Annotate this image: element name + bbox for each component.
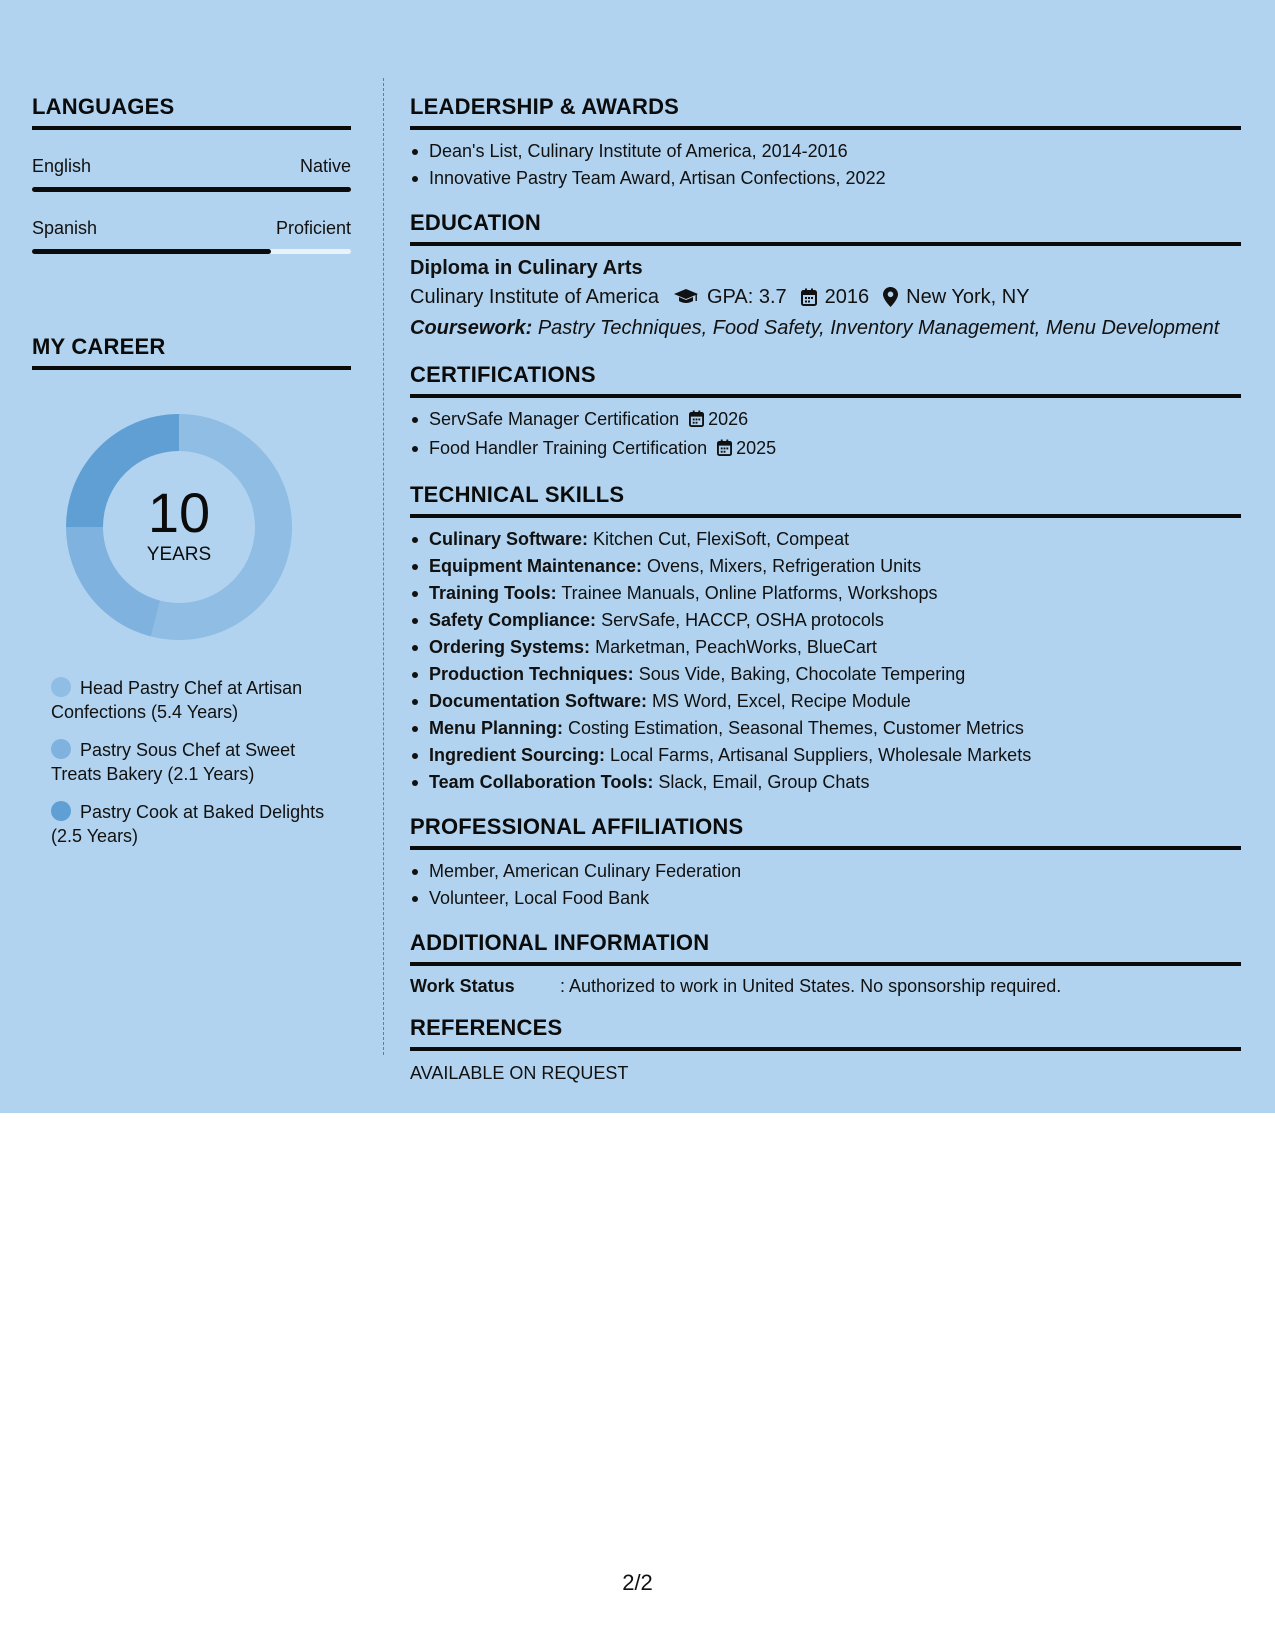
skill-label: Culinary Software: (429, 529, 589, 549)
list-item: Dean's List, Culinary Institute of America, 2014-2016 (410, 138, 1241, 165)
career-title: MY CAREER (32, 334, 351, 370)
education-school: Culinary Institute of America (410, 286, 659, 308)
donut-center (66, 481, 292, 566)
skill-value: Ovens, Mixers, Refrigeration Units (647, 556, 922, 576)
list-item: Innovative Pastry Team Award, Artisan Confections, 2022 (410, 165, 1241, 192)
career-section (32, 334, 351, 848)
legend-dot (51, 801, 71, 821)
skill-value: MS Word, Excel, Recipe Module (652, 691, 911, 711)
left-column (32, 94, 351, 862)
language-spanish (32, 218, 351, 254)
list-item (410, 715, 1241, 742)
skill-value: Slack, Email, Group Chats (658, 772, 870, 792)
certification-name: ServSafe Manager Certification (429, 409, 680, 429)
skill-value: Kitchen Cut, FlexiSoft, Compeat (593, 529, 850, 549)
additional-info-title: ADDITIONAL INFORMATION (410, 930, 1241, 966)
legend-dot (51, 739, 71, 759)
career-total-years: 10 (147, 481, 211, 544)
graduation-cap-icon (673, 288, 699, 306)
list-item (410, 634, 1241, 661)
references-title: REFERENCES (410, 1015, 1241, 1051)
certifications-title: CERTIFICATIONS (410, 362, 1241, 398)
list-item: Member, American Culinary Federation (410, 858, 1241, 885)
skill-value: Costing Estimation, Seasonal Themes, Customer Metrics (568, 718, 1024, 738)
language-level: Native (299, 156, 351, 176)
leadership-list (410, 138, 1241, 192)
leadership-section (410, 94, 1241, 192)
affiliations-list (410, 858, 1241, 912)
legend-item (51, 676, 341, 724)
certification-name: Food Handler Training Certification (429, 438, 708, 458)
affiliations-title: PROFESSIONAL AFFILIATIONS (410, 814, 1241, 850)
skill-label: Team Collaboration Tools: (429, 772, 654, 792)
language-level-fill (32, 249, 271, 254)
work-status-value: : Authorized to work in United States. No sponsorship required. (560, 976, 1062, 996)
list-item (410, 742, 1241, 769)
career-total-unit: YEARS (146, 544, 212, 565)
list-item: Volunteer, Local Food Bank (410, 885, 1241, 912)
list-item (410, 688, 1241, 715)
education-details (410, 282, 1241, 312)
education-title: EDUCATION (410, 210, 1241, 246)
calendar-icon (801, 288, 817, 306)
affiliations-section (410, 814, 1241, 912)
language-name: Spanish (32, 218, 98, 238)
career-legend (51, 676, 341, 848)
legend-dot (51, 677, 71, 697)
list-item (410, 526, 1241, 553)
legend-label: Pastry Cook at Baked Delights (2.5 Years) (51, 802, 325, 846)
list-item (410, 607, 1241, 634)
skill-value: Sous Vide, Baking, Chocolate Tempering (638, 664, 966, 684)
coursework-label: Coursework: (410, 317, 533, 339)
work-status-label: Work Status (410, 976, 515, 996)
language-name: English (32, 156, 92, 176)
skills-section (410, 482, 1241, 796)
skill-label: Menu Planning: (429, 718, 563, 738)
list-item (410, 580, 1241, 607)
language-level-bar (32, 249, 351, 254)
location-pin-icon (883, 287, 898, 307)
languages-title: LANGUAGES (32, 94, 351, 130)
certifications-section (410, 362, 1241, 464)
skill-label: Ingredient Sourcing: (429, 745, 606, 765)
work-status-row (410, 976, 1241, 997)
references-section (410, 1015, 1241, 1084)
career-donut-chart (66, 414, 292, 640)
education-degree: Diploma in Culinary Arts (410, 257, 643, 279)
list-item (410, 406, 1241, 435)
education-coursework (410, 312, 1241, 344)
skill-value: Trainee Manuals, Online Platforms, Workshops (561, 583, 938, 603)
education-year: 2016 (824, 286, 870, 308)
column-divider (383, 78, 384, 1055)
skill-label: Safety Compliance: (429, 610, 597, 630)
legend-item (51, 738, 341, 786)
education-location: New York, NY (906, 286, 1030, 308)
list-item (410, 769, 1241, 796)
right-column (410, 94, 1241, 1102)
skill-value: Local Farms, Artisanal Suppliers, Wholesale Markets (610, 745, 1032, 765)
calendar-icon (689, 408, 704, 435)
calendar-icon (717, 437, 732, 464)
language-level: Proficient (275, 218, 351, 238)
skill-value: ServSafe, HACCP, OSHA protocols (601, 610, 884, 630)
language-english (32, 156, 351, 192)
references-text: AVAILABLE ON REQUEST (410, 1063, 629, 1083)
legend-label: Head Pastry Chef at Artisan Confections (5.4 Years) (51, 678, 303, 722)
additional-info-section (410, 930, 1241, 997)
language-level-bar (32, 187, 351, 192)
legend-label: Pastry Sous Chef at Sweet Treats Bakery (2.1 Years) (51, 740, 296, 784)
certification-year: 2025 (736, 438, 777, 458)
skill-label: Production Techniques: (429, 664, 634, 684)
education-section (410, 210, 1241, 344)
skills-title: TECHNICAL SKILLS (410, 482, 1241, 518)
education-gpa: GPA: 3.7 (707, 286, 787, 308)
languages-section (32, 94, 351, 254)
list-item (410, 661, 1241, 688)
coursework-value: Pastry Techniques, Food Safety, Inventory Management, Menu Development (537, 317, 1220, 339)
skill-label: Ordering Systems: (429, 637, 591, 657)
skills-list (410, 526, 1241, 796)
language-level-fill (32, 187, 351, 192)
page-number: 2/2 (622, 1570, 653, 1595)
skill-label: Equipment Maintenance: (429, 556, 643, 576)
leadership-title: LEADERSHIP & AWARDS (410, 94, 1241, 130)
skill-label: Documentation Software: (429, 691, 648, 711)
certifications-list (410, 406, 1241, 464)
certification-year: 2026 (708, 409, 749, 429)
legend-item (51, 800, 341, 848)
list-item (410, 553, 1241, 580)
skill-label: Training Tools: (429, 583, 557, 603)
skill-value: Marketman, PeachWorks, BlueCart (595, 637, 877, 657)
list-item (410, 435, 1241, 464)
